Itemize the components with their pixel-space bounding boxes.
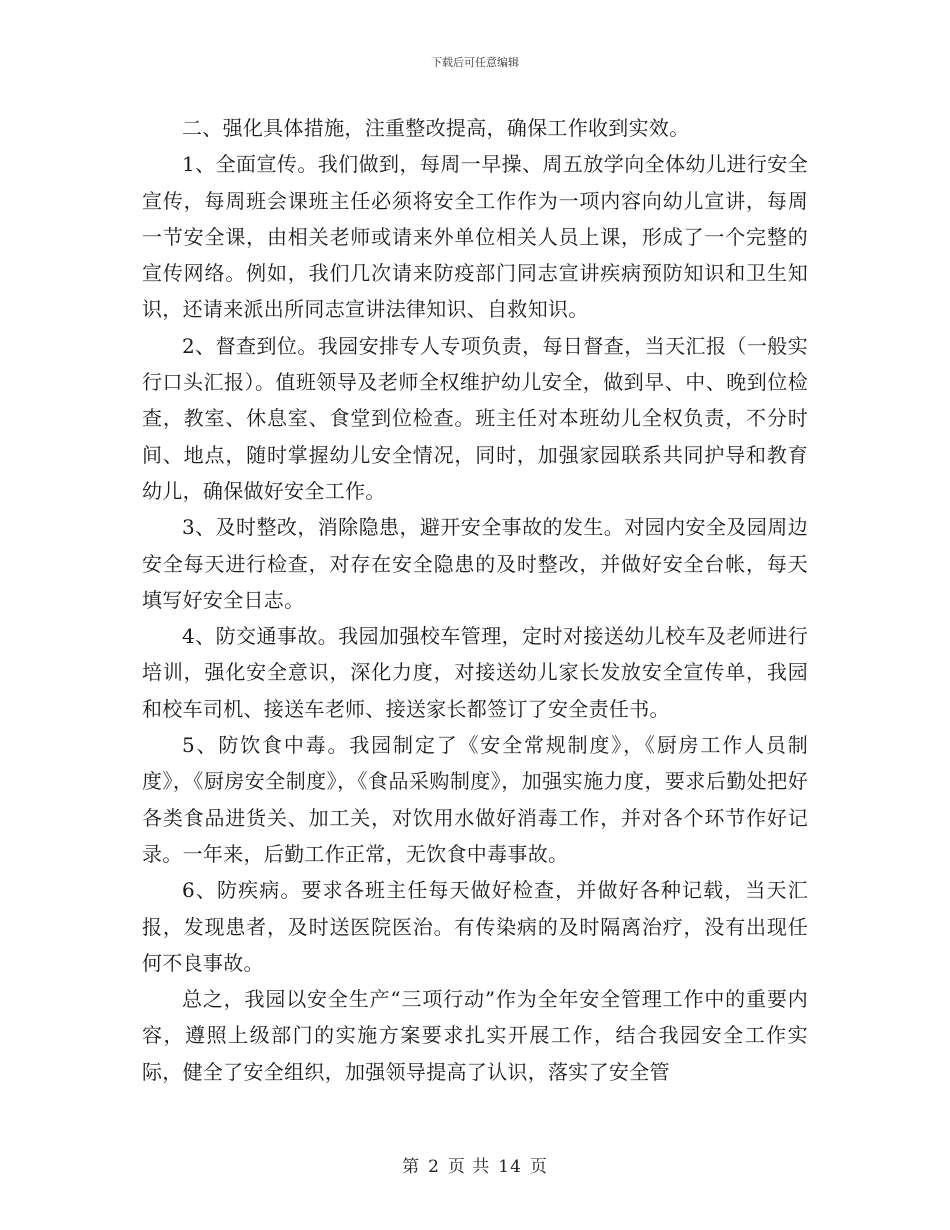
footer-suffix: 页 [529, 1157, 548, 1177]
paragraph-section-heading: 二、强化具体措施，注重整改提高，确保工作收到实效。 [182, 116, 690, 140]
paragraph-disease-prevention: 6、防疾病。要求各班主任每天做好检查，并做好各种记载，当天汇报，发现患者，及时送医院医治。有传染病的及时隔离治疗，没有出现任何不良事故。 [142, 878, 808, 975]
page-header: 下载后可任意编辑 [431, 56, 519, 69]
page-number-footer [0, 1152, 950, 1177]
paragraph-rectification: 3、及时整改，消除隐患，避开安全事故的发生。对园内安全及园周边安全每天进行检查，对存在安全隐患的及时整改，并做好安全台帐，每天填写好安全日志。 [142, 515, 808, 612]
footer-prefix: 第 [402, 1157, 421, 1177]
footer-middle: 页 共 [447, 1157, 491, 1177]
paragraph-traffic-safety: 4、防交通事故。我园加强校车管理，定时对接送幼儿校车及老师进行培训，强化安全意识，深化力度，对接送幼儿家长发放安全宣传单，我园和校车司机、接送车老师、接送家长都签订了安全责任书。 [142, 624, 808, 721]
paragraph-food-safety: 5、防饮食中毒。我园制定了《安全常规制度》，《厨房工作人员制度》，《厨房安全制度》，《食品采购制度》，加强实施力度，要求后勤处把好各类食品进货关、加工关，对饮用水做好消毒工作，并对各个环节作好记录。一年来，后勤工作正常，无饮食中毒事故。 [142, 733, 808, 866]
paragraph-supervision: 2、督查到位。我园安排专人专项负责，每日督查，当天汇报（一般实行口头汇报）。值班领导及老师全权维护幼儿安全，做到早、中、晚到位检查，教室、休息室、食堂到位检查。班主任对本班幼儿全权负责，不分时间、地点，随时掌握幼儿安全情况，同时，加强家园联系共同护导和教育幼儿，确保做好安全工作。 [142, 333, 808, 503]
document-body [142, 110, 808, 1090]
footer-current-page: 2 [428, 1157, 440, 1177]
footer-total-pages: 14 [498, 1157, 522, 1177]
paragraph-publicity: 1、全面宣传。我们做到，每周一早操、周五放学向全体幼儿进行安全宣传，每周班会课班主任必须将安全工作作为一项内容向幼儿宣讲，每周一节安全课，由相关老师或请来外单位相关人员上课，形成了一个完整的宣传网络。例如，我们几次请来防疫部门同志宣讲疾病预防知识和卫生知识，还请来派出所同志宣讲法律知识、自救知识。 [142, 152, 808, 322]
paragraph-summary: 总之，我园以安全生产“三项行动”作为全年安全管理工作中的重要内容，遵照上级部门的实施方案要求扎实开展工作，结合我园安全工作实际，健全了安全组织，加强领导提高了认识，落实了安全管 [142, 987, 808, 1084]
